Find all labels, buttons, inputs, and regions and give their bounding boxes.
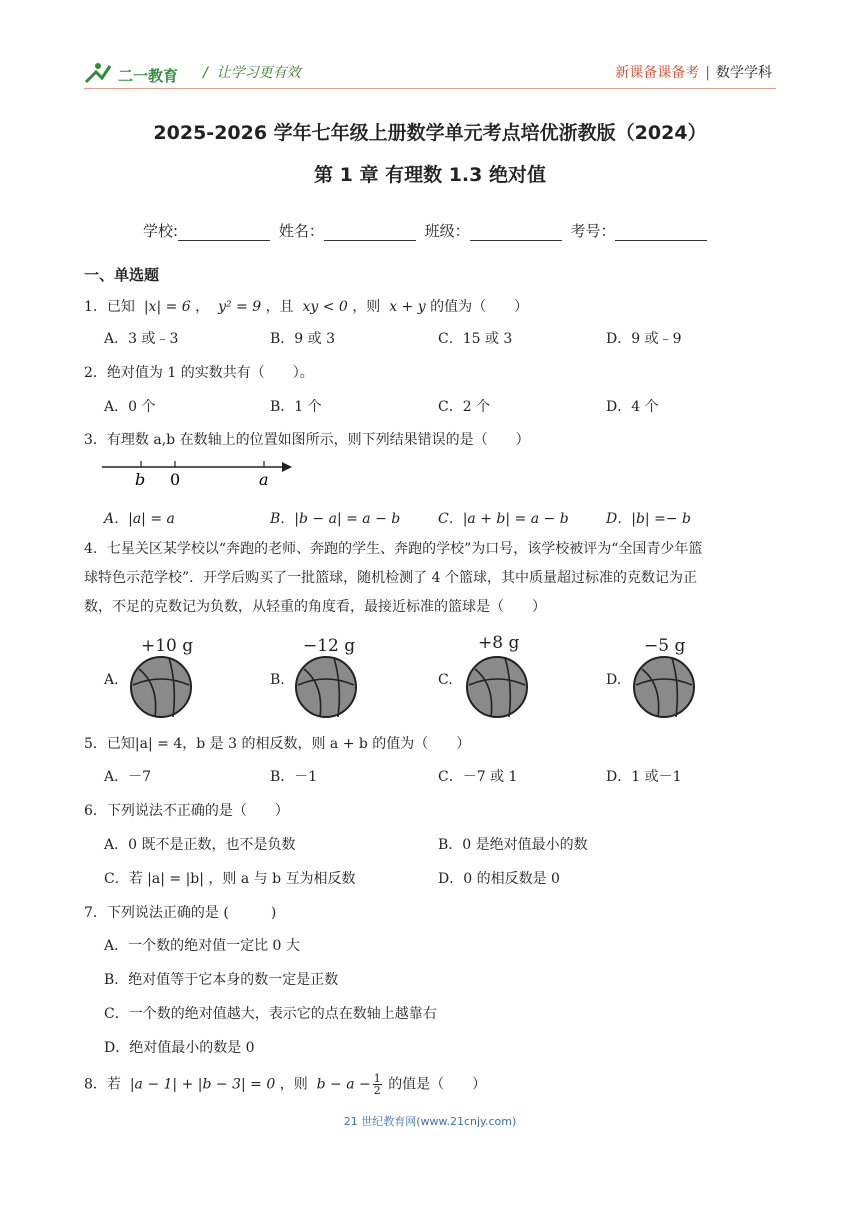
q4-line: 4．七星关区某学校以“奔跑的老师、奔跑的学生、奔跑的学校”为口号，该学校被评为“全国青少年篮 xyxy=(84,541,703,557)
q8-text: ，则 xyxy=(279,1076,308,1093)
q6-option-c[interactable]: C．若 |a| = |b| ，则 a 与 b 互为相反数 xyxy=(104,871,356,887)
header-tag: 新课备课备考 xyxy=(615,65,700,81)
page-subtitle: 第 1 章 有理数 1.3 绝对值 xyxy=(314,164,546,186)
axis-label-a: a xyxy=(259,470,269,489)
q7-option-d[interactable]: D．绝对值最小的数是 0 xyxy=(104,1040,255,1056)
name-field[interactable] xyxy=(324,224,416,241)
q1-option-c[interactable]: C．15 或 3 xyxy=(438,331,513,347)
header-right xyxy=(615,62,772,82)
q6-option-d[interactable]: D．0 的相反数是 0 xyxy=(438,871,560,887)
q8-expr: b − a − xyxy=(316,1076,371,1093)
basketball-icon xyxy=(632,655,696,719)
ball-weight-b: −12 g xyxy=(303,636,356,656)
q3-option-c[interactable]: C．|a + b| = a − b xyxy=(438,511,569,527)
q1-expr: x + y xyxy=(389,299,426,315)
q3-option-a[interactable]: A．|a| = a xyxy=(104,511,175,527)
q6-option-a[interactable]: A．0 既不是正数，也不是负数 xyxy=(104,837,296,853)
name-label: 姓名： xyxy=(278,222,324,240)
question-4 xyxy=(84,535,780,622)
q1-expr: y² = 9 xyxy=(218,299,262,315)
q5-option-d[interactable]: D．1 或－1 xyxy=(606,769,682,785)
q8-expr: |a − 1| + |b − 3| = 0 xyxy=(129,1076,276,1093)
axis-label-b: b xyxy=(135,470,146,489)
header-separator: | xyxy=(705,65,710,81)
q1-text: ，且 xyxy=(265,299,294,315)
q2-option-a[interactable]: A．0 个 xyxy=(104,399,156,415)
question-6: 6．下列说法不正确的是（ ） xyxy=(84,803,289,819)
q8-fraction xyxy=(373,1073,382,1096)
class-field[interactable] xyxy=(470,224,562,241)
page-title: 2025-2026 学年七年级上册数学单元考点培优浙教版（2024） xyxy=(153,122,707,144)
q7-option-c[interactable]: C．一个数的绝对值越大，表示它的点在数轴上越靠右 xyxy=(104,1006,437,1022)
question-1 xyxy=(84,296,528,316)
q4-option-c[interactable]: C. xyxy=(438,672,453,688)
q1-stem: 1．已知 xyxy=(84,299,135,315)
q1-text: 的值为（ ） xyxy=(430,299,529,315)
q2-option-c[interactable]: C．2 个 xyxy=(438,399,491,415)
q5-option-c[interactable]: C．－7 或 1 xyxy=(438,769,518,785)
header-subject: 数学学科 xyxy=(716,65,772,81)
question-8 xyxy=(84,1073,486,1096)
basketball-icon xyxy=(294,655,358,719)
q5-option-a[interactable]: A．－7 xyxy=(104,769,152,785)
q4-option-d[interactable]: D. xyxy=(606,672,622,688)
q4-line: 球特色示范学校”．开学后购买了一批篮球，随机检测了 4 个篮球，其中质量超过标准的克数记为正 xyxy=(84,570,697,586)
slogan-text: 让学习更有效 xyxy=(216,65,301,81)
q6-option-b[interactable]: B．0 是绝对值最小的数 xyxy=(438,837,588,853)
q2-option-b[interactable]: B．1 个 xyxy=(270,399,322,415)
q2-option-d[interactable]: D．4 个 xyxy=(606,399,659,415)
basketball-icon xyxy=(129,655,193,719)
q1-text: ， xyxy=(195,299,210,315)
q1-text: ，则 xyxy=(352,299,381,315)
q1-expr: xy < 0 xyxy=(302,299,348,315)
number-label: 考号： xyxy=(570,222,616,240)
q4-line: 数，不足的克数记为负数，从轻重的角度看，最接近标准的篮球是（ ） xyxy=(84,599,546,615)
q5-option-b[interactable]: B．－1 xyxy=(270,769,318,785)
class-label: 班级： xyxy=(424,222,470,240)
school-field[interactable] xyxy=(178,224,270,241)
section-heading: 一、单选题 xyxy=(84,266,160,284)
question-5: 5．已知|a| = 4，b 是 3 的相反数，则 a + b 的值为（ ） xyxy=(84,736,471,752)
q1-option-a[interactable]: A．3 或﹣3 xyxy=(104,331,179,347)
q3-option-d[interactable]: D．|b| =− b xyxy=(606,511,691,527)
question-3: 3．有理数 a,b 在数轴上的位置如图所示，则下列结果错误的是（ ） xyxy=(84,432,530,448)
fraction-numerator: 1 xyxy=(373,1072,381,1085)
header-divider xyxy=(84,88,776,89)
fraction-denominator: 2 xyxy=(373,1084,381,1097)
school-label: 学校: xyxy=(143,222,179,240)
ball-weight-c: +8 g xyxy=(478,633,520,653)
q1-option-b[interactable]: B．9 或 3 xyxy=(270,331,336,347)
logo-text: 二一教育 xyxy=(118,67,179,85)
q3-option-b[interactable]: B．|b − a| = a − b xyxy=(270,511,401,527)
q4-option-b[interactable]: B. xyxy=(270,672,285,688)
question-7: 7．下列说法正确的是 ( ) xyxy=(84,905,277,921)
q8-stem: 8．若 xyxy=(84,1076,121,1093)
page-footer[interactable]: 21 世纪教育网(www.21cnjy.com) xyxy=(343,1115,517,1128)
student-info xyxy=(143,220,711,241)
basketball-icon xyxy=(465,655,529,719)
q7-option-b[interactable]: B．绝对值等于它本身的数一定是正数 xyxy=(104,972,339,988)
q1-expr: |x| = 6 xyxy=(143,299,191,315)
ball-weight-d: −5 g xyxy=(644,636,686,656)
q8-text: 的值是（ ） xyxy=(388,1076,487,1093)
number-line xyxy=(100,455,300,489)
ball-weight-a: +10 g xyxy=(141,636,194,656)
q7-option-a[interactable]: A．一个数的绝对值一定比 0 大 xyxy=(104,938,300,954)
question-2: 2．绝对值为 1 的实数共有（ ）。 xyxy=(84,365,314,381)
number-field[interactable] xyxy=(615,224,707,241)
axis-label-0: 0 xyxy=(170,470,181,489)
slogan-separator: / xyxy=(203,65,208,81)
logo-icon xyxy=(84,60,194,88)
q1-option-d[interactable]: D．9 或﹣9 xyxy=(606,331,682,347)
header-slogan xyxy=(203,62,301,82)
q4-option-a[interactable]: A. xyxy=(104,672,119,688)
